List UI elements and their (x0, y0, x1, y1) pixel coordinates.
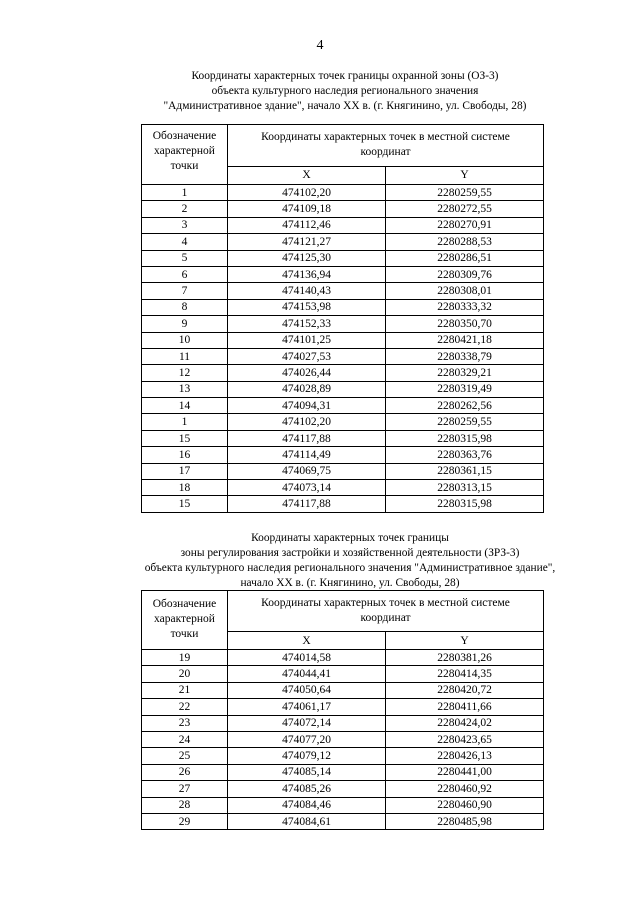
table-row (142, 650, 544, 666)
table-row (142, 699, 544, 715)
x-cell: 474140,43 (228, 283, 386, 299)
y-cell: 2280315,98 (386, 496, 544, 512)
y-cell: 2280414,35 (386, 666, 544, 682)
header-line: Обозначение (152, 598, 217, 610)
y-cell: 2280485,98 (386, 813, 544, 829)
y-cell: 2280421,18 (386, 332, 544, 348)
x-cell: 474114,49 (228, 447, 386, 463)
table-row (142, 201, 544, 217)
x-column-header: X (228, 632, 386, 650)
title-line: "Административное здание", начало XX в. (г. Княгинино, ул. Свободы, 28) (163, 100, 527, 112)
table-row (142, 398, 544, 414)
table-row (142, 332, 544, 348)
y-cell: 2280420,72 (386, 682, 544, 698)
table-row (142, 316, 544, 332)
x-cell: 474102,20 (228, 185, 386, 201)
point-cell: 16 (142, 447, 228, 463)
point-cell: 15 (142, 430, 228, 446)
point-cell: 9 (142, 316, 228, 332)
header-line: координат (360, 146, 411, 159)
x-cell: 474072,14 (228, 715, 386, 731)
point-cell: 23 (142, 715, 228, 731)
table-row (142, 250, 544, 266)
y-cell: 2280333,32 (386, 299, 544, 315)
point-cell: 17 (142, 463, 228, 479)
header-line: координат (360, 612, 411, 625)
table-row (142, 682, 544, 698)
oz3-coordinates-table (141, 124, 544, 513)
table-row (142, 731, 544, 747)
point-cell: 10 (142, 332, 228, 348)
section2-title (95, 531, 605, 591)
header-line: точки (170, 628, 199, 640)
title-line: Координаты характерных точек границы охранной зоны (ОЗ-3) (191, 70, 499, 82)
table-row (142, 430, 544, 446)
title-line: Координаты характерных точек границы (251, 532, 449, 544)
x-cell: 474069,75 (228, 463, 386, 479)
title-line: зоны регулирования застройки и хозяйственной деятельности (ЗРЗ-3) (180, 547, 520, 559)
y-cell: 2280262,56 (386, 398, 544, 414)
y-cell: 2280460,90 (386, 797, 544, 813)
y-cell: 2280259,55 (386, 414, 544, 430)
table-body (142, 185, 544, 513)
point-cell: 6 (142, 266, 228, 282)
point-column-header (142, 125, 228, 185)
point-cell: 3 (142, 217, 228, 233)
x-column-header: X (228, 166, 386, 184)
x-cell: 474073,14 (228, 480, 386, 496)
x-cell: 474085,26 (228, 781, 386, 797)
x-cell: 474102,20 (228, 414, 386, 430)
y-cell: 2280350,70 (386, 316, 544, 332)
y-cell: 2280426,13 (386, 748, 544, 764)
point-cell: 7 (142, 283, 228, 299)
y-column-header: Y (386, 632, 544, 650)
table-row (142, 715, 544, 731)
point-cell: 15 (142, 496, 228, 512)
x-cell: 474084,46 (228, 797, 386, 813)
x-cell: 474121,27 (228, 234, 386, 250)
x-cell: 474117,88 (228, 496, 386, 512)
point-cell: 1 (142, 185, 228, 201)
table-row (142, 217, 544, 233)
title-line: объекта культурного наследия регионального значения "Административное здание", (144, 562, 556, 574)
x-cell: 474061,17 (228, 699, 386, 715)
x-cell: 474077,20 (228, 731, 386, 747)
point-cell: 5 (142, 250, 228, 266)
title-line: объекта культурного наследия регионального значения (211, 85, 479, 97)
y-cell: 2280424,02 (386, 715, 544, 731)
y-cell: 2280286,51 (386, 250, 544, 266)
point-cell: 8 (142, 299, 228, 315)
y-cell: 2280411,66 (386, 699, 544, 715)
point-cell: 28 (142, 797, 228, 813)
point-cell: 14 (142, 398, 228, 414)
point-cell: 20 (142, 666, 228, 682)
point-cell: 19 (142, 650, 228, 666)
table-row (142, 764, 544, 780)
point-cell: 29 (142, 813, 228, 829)
y-cell: 2280381,26 (386, 650, 544, 666)
y-cell: 2280363,76 (386, 447, 544, 463)
point-cell: 26 (142, 764, 228, 780)
point-cell: 4 (142, 234, 228, 250)
point-cell: 12 (142, 365, 228, 381)
table-row (142, 266, 544, 282)
table-row (142, 447, 544, 463)
header-line: Координаты характерных точек в местной системе (261, 597, 510, 610)
point-cell: 25 (142, 748, 228, 764)
point-cell: 21 (142, 682, 228, 698)
y-cell: 2280270,91 (386, 217, 544, 233)
y-cell: 2280313,15 (386, 480, 544, 496)
header-line: Обозначение (152, 130, 217, 142)
point-cell: 27 (142, 781, 228, 797)
table-row (142, 496, 544, 512)
point-column-header (142, 591, 228, 650)
table-row (142, 185, 544, 201)
y-cell: 2280272,55 (386, 201, 544, 217)
section1-title (100, 69, 590, 114)
x-cell: 474079,12 (228, 748, 386, 764)
point-cell: 13 (142, 381, 228, 397)
header-line: Координаты характерных точек в местной системе (261, 131, 510, 144)
header-line: характерной (154, 613, 215, 625)
table-row (142, 666, 544, 682)
y-cell: 2280441,00 (386, 764, 544, 780)
y-cell: 2280329,21 (386, 365, 544, 381)
table-row (142, 797, 544, 813)
table-row (142, 813, 544, 829)
x-cell: 474050,64 (228, 682, 386, 698)
x-cell: 474026,44 (228, 365, 386, 381)
x-cell: 474109,18 (228, 201, 386, 217)
y-cell: 2280288,53 (386, 234, 544, 250)
header-line: точки (170, 160, 199, 172)
x-cell: 474027,53 (228, 348, 386, 364)
x-cell: 474117,88 (228, 430, 386, 446)
x-cell: 474153,98 (228, 299, 386, 315)
coords-column-header (228, 591, 544, 632)
x-cell: 474085,14 (228, 764, 386, 780)
x-cell: 474028,89 (228, 381, 386, 397)
table-body (142, 650, 544, 830)
table-row (142, 283, 544, 299)
point-cell: 22 (142, 699, 228, 715)
zrz3-coordinates-table (141, 590, 544, 830)
y-cell: 2280319,49 (386, 381, 544, 397)
table-row (142, 480, 544, 496)
table-row (142, 365, 544, 381)
table-row (142, 381, 544, 397)
point-cell: 24 (142, 731, 228, 747)
header-line: характерной (154, 145, 215, 157)
x-cell: 474084,61 (228, 813, 386, 829)
y-cell: 2280361,15 (386, 463, 544, 479)
y-cell: 2280259,55 (386, 185, 544, 201)
y-column-header: Y (386, 166, 544, 184)
table-row (142, 748, 544, 764)
page-number: 4 (316, 38, 324, 53)
y-cell: 2280460,92 (386, 781, 544, 797)
table-row (142, 463, 544, 479)
point-cell: 18 (142, 480, 228, 496)
x-cell: 474094,31 (228, 398, 386, 414)
y-cell: 2280423,65 (386, 731, 544, 747)
x-cell: 474125,30 (228, 250, 386, 266)
x-cell: 474101,25 (228, 332, 386, 348)
x-cell: 474136,94 (228, 266, 386, 282)
table-row (142, 414, 544, 430)
table-row (142, 234, 544, 250)
point-cell: 1 (142, 414, 228, 430)
title-line: начало XX в. (г. Княгинино, ул. Свободы, 28) (240, 577, 460, 589)
y-cell: 2280308,01 (386, 283, 544, 299)
x-cell: 474044,41 (228, 666, 386, 682)
x-cell: 474152,33 (228, 316, 386, 332)
x-cell: 474014,58 (228, 650, 386, 666)
coords-column-header (228, 125, 544, 167)
point-cell: 2 (142, 201, 228, 217)
y-cell: 2280338,79 (386, 348, 544, 364)
y-cell: 2280315,98 (386, 430, 544, 446)
y-cell: 2280309,76 (386, 266, 544, 282)
x-cell: 474112,46 (228, 217, 386, 233)
table-row (142, 781, 544, 797)
table-row (142, 299, 544, 315)
point-cell: 11 (142, 348, 228, 364)
table-row (142, 348, 544, 364)
